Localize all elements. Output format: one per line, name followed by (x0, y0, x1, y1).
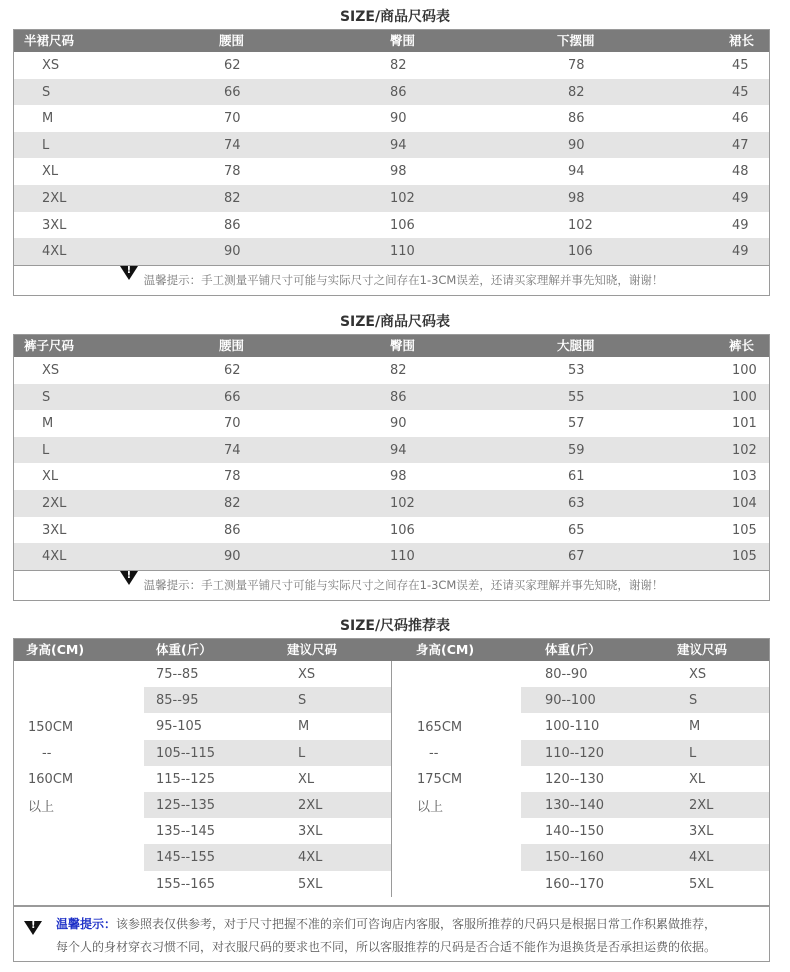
table-cell: M (42, 416, 54, 432)
note-text-1: 该参照表仅供参考，对于尺寸把握不准的亲们可咨询店内客服，客服所推荐的尺码只是根据日常工作积累做推荐， (116, 917, 717, 931)
table-row (14, 437, 769, 464)
tip-text: 温馨提示：手工测量平铺尺寸可能与实际尺寸之间存在1-3CM误差，还请买家理解并事先知晓，谢谢！ (143, 577, 664, 592)
table-cell: 53 (568, 363, 585, 378)
table-cell: 66 (224, 389, 241, 405)
table-cell: 82 (224, 496, 241, 511)
height-cell-bg (14, 740, 144, 766)
table-cell: 49 (732, 217, 749, 233)
table-cell: 90 (568, 137, 585, 153)
header-cell: 身高(CM) (416, 642, 475, 657)
warning-icon (24, 921, 42, 935)
table-cell: L (689, 745, 697, 761)
skirt-size-title: SIZE/商品尺码表 (339, 9, 451, 25)
table-cell: 102 (732, 442, 757, 458)
table-cell: 125--135 (156, 798, 216, 813)
table-cell: 105--115 (156, 745, 216, 761)
height-cell-bg (14, 844, 144, 870)
table-cell: XS (42, 58, 60, 73)
table-row (14, 158, 769, 185)
table-cell: XL (689, 771, 706, 787)
table-cell: 4XL (298, 850, 323, 866)
table-cell: S (42, 84, 51, 100)
table-cell: L (42, 137, 50, 153)
table-header-row (14, 639, 769, 661)
table-cell: S (689, 693, 698, 709)
height-label: 以上 (28, 800, 55, 815)
table-cell: 67 (568, 549, 585, 565)
pants-size-table (13, 334, 770, 601)
table-cell: 2XL (42, 191, 67, 206)
size-recommendation-table (13, 638, 770, 906)
height-cell-bg (14, 661, 144, 687)
height-cell-bg (391, 661, 521, 687)
table-cell: 3XL (42, 217, 67, 233)
table-cell: 4XL (689, 850, 714, 866)
table-header-row (14, 30, 769, 52)
header-cell: 臀围 (390, 33, 416, 48)
table-cell: 55 (568, 389, 585, 405)
table-cell: 5XL (689, 876, 714, 892)
table-cell: 4XL (42, 244, 67, 260)
height-label: 150CM (28, 720, 74, 735)
table-cell: XL (42, 469, 59, 485)
table-row (14, 410, 769, 437)
table-cell: 4XL (42, 549, 67, 565)
table-cell: 110 (390, 549, 415, 565)
recommend-size-title: SIZE/尺码推荐表 (339, 618, 451, 634)
table-cell: 75--85 (156, 667, 199, 682)
table-cell: XS (689, 667, 707, 682)
table-cell: 104 (732, 496, 757, 511)
header-cell: 臀围 (390, 338, 416, 353)
table-cell: 86 (390, 389, 407, 405)
height-label: -- (429, 746, 439, 761)
table-cell: 82 (568, 84, 585, 100)
height-cell-bg (14, 818, 144, 844)
table-cell: 102 (568, 217, 593, 233)
header-cell: 裙长 (729, 33, 755, 48)
table-cell: M (298, 719, 310, 735)
table-cell: 160--170 (545, 876, 605, 892)
table-cell: 62 (224, 58, 241, 73)
table-cell: 90 (224, 244, 241, 260)
table-cell: M (42, 111, 54, 127)
table-cell: 78 (568, 58, 585, 73)
header-cell: 下摆围 (557, 33, 595, 48)
table-row (14, 79, 769, 106)
table-cell: 102 (390, 496, 415, 511)
table-row (14, 463, 769, 490)
measurement-tip (14, 265, 769, 292)
header-cell: 大腿围 (557, 338, 595, 353)
table-header-row (14, 335, 769, 357)
warning-icon (120, 571, 138, 585)
table-row (14, 105, 769, 132)
table-cell: 62 (224, 363, 241, 378)
table-cell: 155--165 (156, 876, 216, 892)
table-cell: 98 (568, 191, 585, 206)
header-cell: 腰围 (219, 338, 245, 353)
table-cell: L (298, 745, 306, 761)
table-cell: 94 (390, 137, 407, 153)
table-cell: 65 (568, 522, 585, 538)
height-cell-bg (14, 871, 144, 897)
table-cell: 3XL (689, 824, 714, 840)
table-cell: 130--140 (545, 798, 605, 813)
table-cell: 115--125 (156, 771, 216, 787)
table-cell: 3XL (42, 522, 67, 538)
table-row (14, 543, 769, 570)
table-cell: XS (298, 667, 316, 682)
table-cell: 74 (224, 442, 241, 458)
height-label: -- (42, 746, 52, 761)
table-cell: 95-105 (156, 719, 203, 735)
table-row (14, 357, 769, 384)
table-cell: 98 (390, 469, 407, 485)
table-cell: 80--90 (545, 667, 588, 682)
table-cell: 86 (224, 217, 241, 233)
measurement-tip (14, 570, 769, 597)
table-cell: 100-110 (545, 719, 600, 735)
header-cell: 体重(斤） (545, 642, 601, 657)
height-cell-bg (391, 740, 521, 766)
table-cell: 105 (732, 549, 757, 565)
table-cell: 103 (732, 469, 757, 485)
table-cell: 46 (732, 111, 749, 127)
size-note (13, 906, 770, 962)
table-cell: 66 (224, 84, 241, 100)
table-cell: 70 (224, 111, 241, 127)
header-cell: 建议尺码 (287, 642, 338, 657)
height-label: 以上 (417, 800, 444, 815)
table-row (14, 212, 769, 239)
skirt-size-table (13, 29, 770, 296)
table-cell: 82 (390, 58, 407, 73)
table-cell: 78 (224, 469, 241, 485)
table-row (14, 238, 769, 265)
table-row (14, 132, 769, 159)
table-cell: 49 (732, 191, 749, 206)
header-cell: 半裙尺码 (24, 33, 75, 48)
height-cell-bg (391, 792, 521, 818)
table-cell: 74 (224, 137, 241, 153)
table-cell: M (689, 719, 701, 735)
table-cell: 49 (732, 244, 749, 260)
table-cell: 101 (732, 416, 757, 432)
table-cell: 2XL (298, 798, 323, 813)
height-label: 165CM (417, 720, 463, 735)
header-cell: 身高(CM) (26, 642, 85, 657)
table-cell: 106 (390, 522, 415, 538)
table-cell: 94 (568, 164, 585, 180)
tip-text: 温馨提示：手工测量平铺尺寸可能与实际尺寸之间存在1-3CM误差，还请买家理解并事先知晓，谢谢！ (143, 272, 664, 287)
note-line-2: 每个人的身材穿衣习惯不同，对衣服尺码的要求也不同，所以客服推荐的尺码是否合适不能作为退换货是否承担运费的依据。 (56, 940, 717, 954)
table-cell: 86 (390, 84, 407, 100)
table-cell: 78 (224, 164, 241, 180)
table-cell: 48 (732, 164, 749, 180)
header-cell: 体重(斤） (156, 642, 212, 657)
table-cell: 70 (224, 416, 241, 432)
warning-icon (120, 266, 138, 280)
table-cell: 110--120 (545, 745, 605, 761)
table-cell: 63 (568, 496, 585, 511)
table-cell: 94 (390, 442, 407, 458)
table-cell: 86 (224, 522, 241, 538)
table-cell: 90 (390, 416, 407, 432)
table-cell: 140--150 (545, 824, 605, 840)
table-cell: 82 (390, 363, 407, 378)
table-cell: 145--155 (156, 850, 216, 866)
height-label: 175CM (417, 772, 463, 787)
table-cell: 90 (224, 549, 241, 565)
header-cell: 裤子尺码 (24, 338, 75, 353)
table-row (14, 185, 769, 212)
table-cell: 90--100 (545, 693, 596, 709)
table-cell: 102 (390, 191, 415, 206)
table-cell: 45 (732, 58, 749, 73)
table-cell: 59 (568, 442, 585, 458)
table-cell: 57 (568, 416, 585, 432)
table-row (14, 52, 769, 79)
table-cell: 5XL (298, 876, 323, 892)
table-cell: 2XL (42, 496, 67, 511)
table-cell: S (298, 693, 307, 709)
table-cell: 120--130 (545, 771, 605, 787)
table-cell: XL (42, 164, 59, 180)
height-cell-bg (14, 687, 144, 713)
table-cell: 106 (568, 244, 593, 260)
height-cell-bg (391, 687, 521, 713)
header-cell: 腰围 (219, 33, 245, 48)
table-cell: 85--95 (156, 693, 199, 709)
table-cell: 100 (732, 363, 757, 378)
table-cell: 98 (390, 164, 407, 180)
height-label: 160CM (28, 772, 74, 787)
height-cell-bg (391, 871, 521, 897)
table-row (14, 490, 769, 517)
table-cell: 2XL (689, 798, 714, 813)
table-cell: 110 (390, 244, 415, 260)
note-line-1 (56, 915, 716, 932)
table-cell: XS (42, 363, 60, 378)
pants-size-title: SIZE/商品尺码表 (339, 314, 451, 330)
table-cell: 90 (390, 111, 407, 127)
table-cell: 45 (732, 84, 749, 100)
header-cell: 裤长 (729, 338, 755, 353)
table-cell: 150--160 (545, 850, 605, 866)
header-cell: 建议尺码 (677, 642, 728, 657)
height-cell-bg (391, 818, 521, 844)
table-cell: XL (298, 771, 315, 787)
table-cell: 106 (390, 217, 415, 233)
table-cell: 3XL (298, 824, 323, 840)
table-cell: 135--145 (156, 824, 216, 840)
column-divider (391, 661, 392, 897)
table-cell: 86 (568, 111, 585, 127)
table-cell: S (42, 389, 51, 405)
table-row (14, 517, 769, 544)
height-cell-bg (391, 844, 521, 870)
table-cell: 82 (224, 191, 241, 206)
table-cell: 47 (732, 137, 749, 153)
table-cell: 61 (568, 469, 585, 485)
table-row (14, 384, 769, 411)
note-label: 温馨提示： (56, 917, 117, 931)
table-cell: 105 (732, 522, 757, 538)
table-cell: L (42, 442, 50, 458)
table-cell: 100 (732, 389, 757, 405)
